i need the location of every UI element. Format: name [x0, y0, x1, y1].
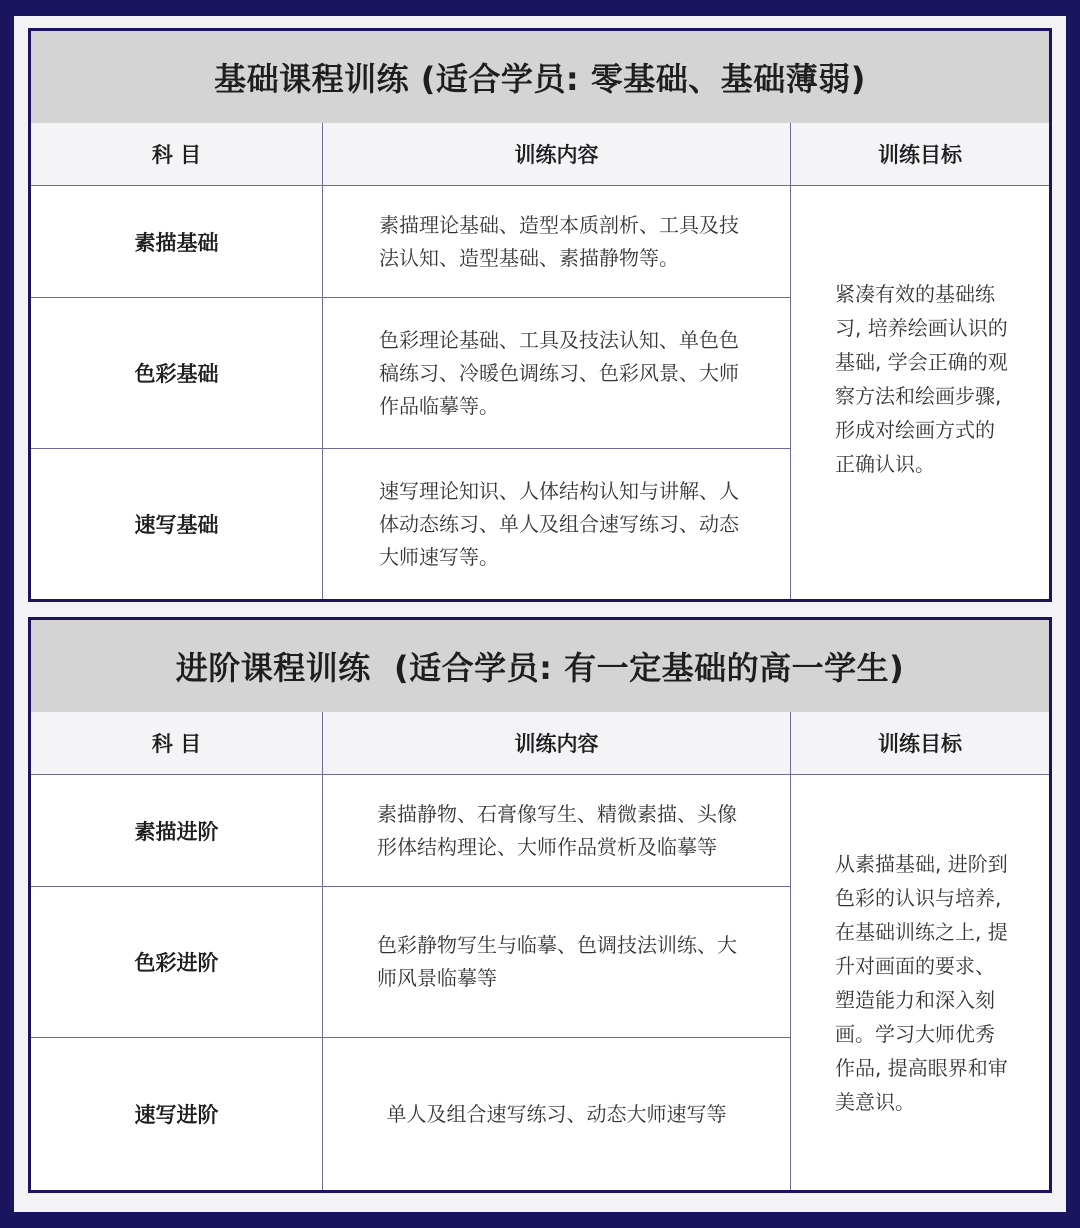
content-cell [323, 186, 791, 298]
subject-cell: 色彩基础 [31, 298, 323, 449]
subject-cell: 速写基础 [31, 449, 323, 599]
content-cell [323, 449, 791, 599]
table-title [31, 31, 1049, 124]
goal-text: 从素描基础, 进阶到色彩的认识与培养, 在基础训练之上, 提升对画面的要求、塑造能力和深入刻画。学习大师优秀作品, 提高眼界和审美意识。 [835, 851, 1008, 1114]
header-content: 训练内容 [323, 123, 791, 186]
header-goal: 训练目标 [791, 712, 1049, 775]
content-text: 色彩理论基础、工具及技法认知、单色色稿练习、冷暖色调练习、色彩风景、大师作品临摹等。 [379, 327, 739, 418]
subject-cell: 素描基础 [31, 186, 323, 298]
content-text: 色彩静物写生与临摹、色调技法训练、大师风景临摹等 [377, 933, 737, 990]
goal-cell [791, 775, 1049, 1190]
content-cell [323, 775, 791, 887]
course-grid [31, 123, 1049, 599]
content-text: 素描理论基础、造型本质剖析、工具及技法认知、造型基础、素描静物等。 [379, 212, 739, 270]
advanced-course-table [28, 617, 1052, 1193]
table-title-text: 进阶课程训练 (适合学员: 有一定基础的高一学生) [175, 649, 905, 687]
content-text: 素描静物、石膏像写生、精微素描、头像形体结构理论、大师作品赏析及临摹等 [377, 801, 737, 859]
content-text: 速写理论知识、人体结构认知与讲解、人体动态练习、单人及组合速写练习、动态大师速写等。 [379, 478, 739, 569]
basic-course-table [28, 28, 1052, 602]
content-text: 单人及组合速写练习、动态大师速写等 [386, 1101, 727, 1126]
content-cell [323, 887, 791, 1038]
header-goal: 训练目标 [791, 123, 1049, 186]
goal-cell [791, 186, 1049, 599]
content-cell [323, 298, 791, 449]
subject-cell: 速写进阶 [31, 1038, 323, 1190]
subject-cell: 色彩进阶 [31, 887, 323, 1038]
table-title [31, 620, 1049, 713]
goal-text: 紧凑有效的基础练习, 培养绘画认识的基础, 学会正确的观察方法和绘画步骤, 形成对绘画方式的正确认识。 [835, 281, 1008, 476]
header-content: 训练内容 [323, 712, 791, 775]
header-subject: 科 目 [31, 123, 323, 186]
content-cell [323, 1038, 791, 1190]
course-grid [31, 712, 1049, 1190]
subject-cell: 素描进阶 [31, 775, 323, 887]
header-subject: 科 目 [31, 712, 323, 775]
table-title-text: 基础课程训练 (适合学员: 零基础、基础薄弱) [214, 60, 866, 98]
